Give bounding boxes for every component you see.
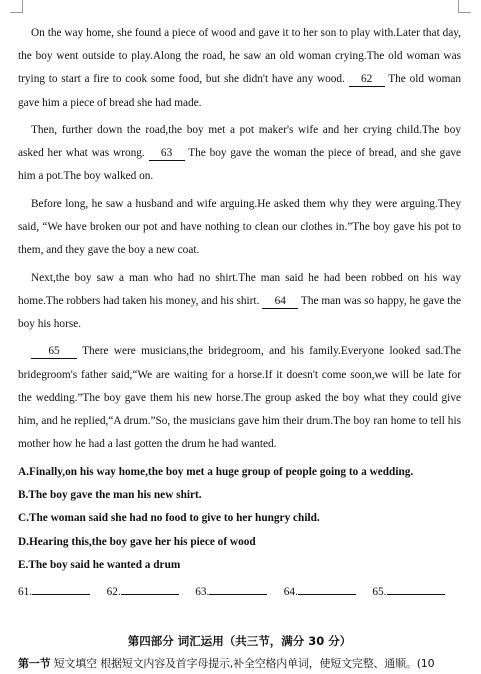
- passage-paragraph: [18, 22, 461, 115]
- paragraph-text: On the way home, she found a piece of wood and gave it to her son to play with.Later that day, the boy went outside to play.Along the road, he saw an old woman crying.The old woman was trying to start a fire to cook some food, but she didn't have any wood.: [18, 27, 461, 86]
- section-instruction-text: 短文填空 根据短文内容及首字母提示,补全空格内单词，使短文完整、通顺。(10: [50, 656, 435, 670]
- document-page: [18, 22, 461, 674]
- answer-blank-63[interactable]: [195, 579, 284, 605]
- option-a: A.Finally,on his way home,the boy met a huge group of people going to a wedding.: [18, 465, 414, 478]
- answer-line: [298, 580, 356, 595]
- blank-63[interactable]: 63: [149, 147, 185, 161]
- blank-64[interactable]: 64: [262, 295, 298, 309]
- paragraph-text: Then, further down the road,the boy met a pot maker's wife and her crying child.The boy asked her what was wrong.: [18, 124, 461, 160]
- answer-number: 63.: [195, 585, 210, 598]
- option-list: [18, 461, 461, 578]
- answer-number: 61.: [18, 585, 33, 598]
- answer-number: 62.: [106, 585, 121, 598]
- option-c: C.The woman said she had no food to give to her hungry child.: [18, 512, 320, 525]
- section-title: 第四部分 词汇运用（共三节，满分 30 分）: [127, 633, 352, 648]
- passage-paragraph: [18, 340, 461, 456]
- passage-paragraph: [18, 119, 461, 189]
- section-subheading: 第一节: [18, 656, 51, 670]
- blank-62[interactable]: 62: [349, 73, 385, 87]
- blank-65[interactable]: 65: [31, 345, 77, 359]
- answer-number: 64.: [283, 585, 298, 598]
- option-d: D.Hearing this,the boy gave her his piece of wood: [18, 535, 256, 548]
- answer-blanks-row: [18, 579, 461, 605]
- crop-mark-top-right: [458, 0, 471, 13]
- paragraph-text: Next,the boy saw a man who had no shirt.The man said he had been robbed on his way home.The robbers had taken his money, and his shirt.: [18, 271, 461, 307]
- answer-line: [387, 580, 445, 595]
- paragraph-text: The boy gave the woman the piece of bread, and she gave him a pot.The boy walked on.: [18, 147, 461, 183]
- answer-line: [121, 580, 179, 595]
- answer-blank-61[interactable]: [18, 579, 107, 605]
- passage-paragraph: [18, 193, 461, 263]
- answer-number: 65.: [372, 585, 387, 598]
- paragraph-text: The man was so happy, he gave the boy his horse.: [18, 294, 462, 330]
- paragraph-text: Before long, he saw a husband and wife arguing.He asked them why they were arguing.They said, “We have broken our pot and have nothing to clean our clothes in.”The boy gave his pot to them, and they gave the boy a new coat.: [18, 197, 461, 257]
- answer-line: [32, 580, 90, 595]
- option-b: B.The boy gave the man his new shirt.: [18, 489, 202, 501]
- passage-paragraph: [18, 267, 461, 337]
- reading-passage: [18, 22, 461, 456]
- answer-blank-64[interactable]: [284, 579, 373, 605]
- crop-mark-top-left: [10, 0, 23, 13]
- option-e: E.The boy said he wanted a drum: [18, 559, 181, 572]
- paragraph-text: There were musicians,the bridegroom, and his family.Everyone looked sad.The bridegroom's father said,“We are waiting for a horse.If it doesn't come soon,we will be late for the wedding.”The boy gave them his new horse.The group asked the boy what they could give him, and he replied,“A drum.”So, the musicians gave him their drum.The boy ran home to tell his mother how he had a last gotten the drum he had wanted.: [18, 345, 461, 451]
- answer-line: [209, 580, 267, 595]
- paragraph-text: The old woman gave him a piece of bread she had made.: [18, 73, 462, 109]
- answer-blank-65[interactable]: [372, 579, 461, 605]
- answer-blank-62[interactable]: [107, 579, 196, 605]
